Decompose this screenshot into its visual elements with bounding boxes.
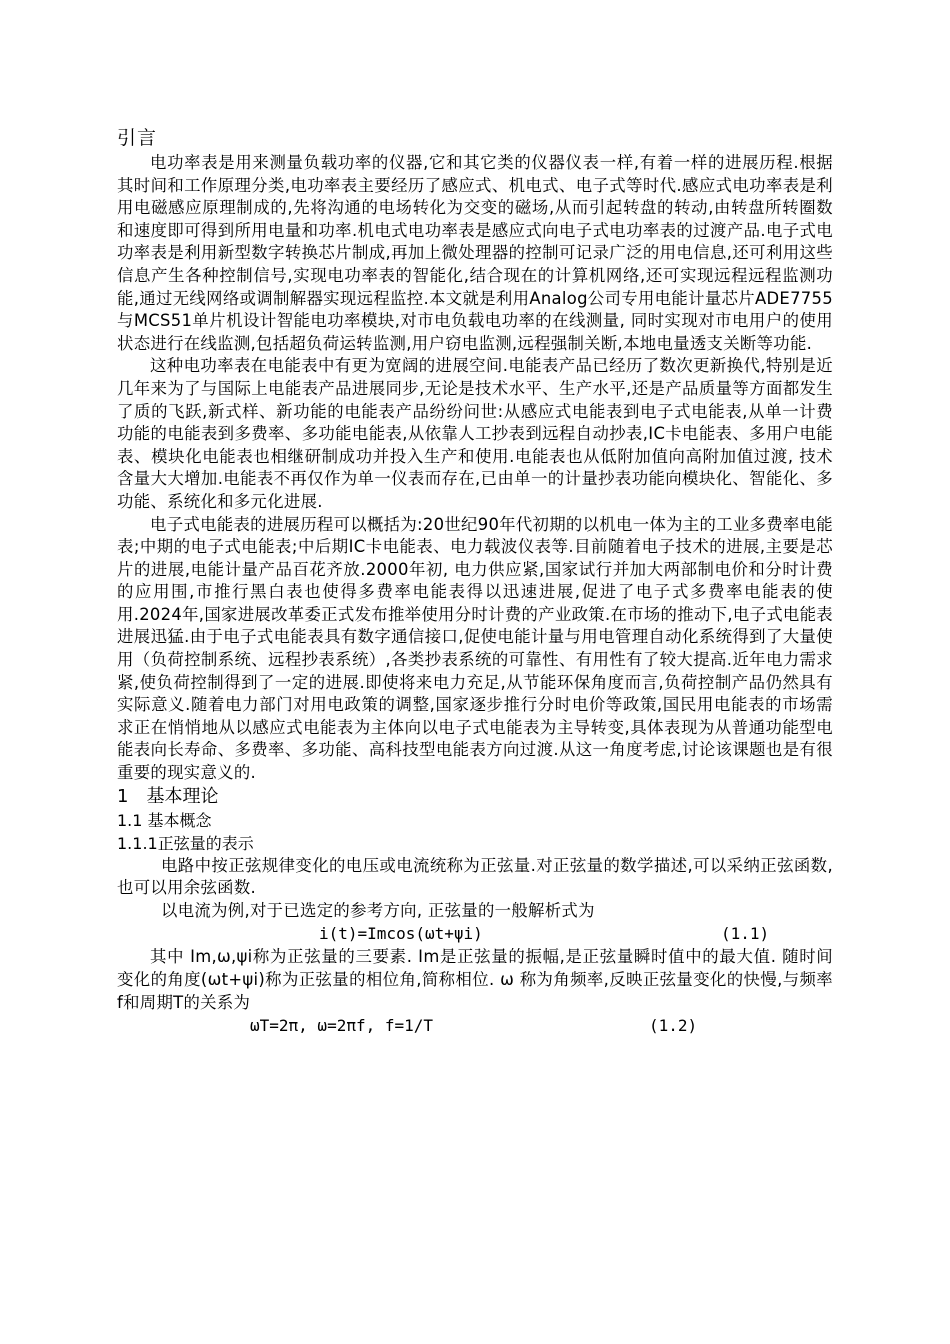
formula-1-2-number: (1.2) <box>649 1016 698 1036</box>
intro-paragraph-2: 这种电功率表在电能表中有更为宽阔的进展空间.电能表产品已经历了数次更新换代,特别是近几年来为了与国际上电能表产品进展同步,无论是技术水平、生产水平,还是产品质量等方面都发生了质的飞跃,新式样、新功能的电能表产品纷纷问世:从感应式电能表到电子式电能表,从单一计费功能的电能表到多费率、多功能电能表,从依靠人工抄表到远程自动抄表,IC卡电能表、多用户电能表、模块化电能表也相继研制成功并投入生产和使用.电能表也从低附加值向高附加值过渡, 技术含量大大增加.电能表不再仅作为单一仪表而存在,已由单一的计量抄表功能向模块化、智能化、多功能、系统化和多元化进展. <box>117 356 833 511</box>
three-elements-paragraph: 其中 Im,ω,ψi称为正弦量的三要素. Im是正弦量的振幅,是正弦量瞬时值中的最大值. 随时间变化的角度(ωt+ψi)称为正弦量的相位角,简称相位. ω 称为角频率,反映正弦量变化的快慢,与频率f和周期T的关系为 <box>117 947 833 1012</box>
formula-1-1 <box>117 922 833 946</box>
formula-1-2-expression: ωT=2π, ω=2πf, f=1/T <box>250 1016 434 1036</box>
formula-1-1-expression: i(t)=Imcos(ωt+ψi) <box>319 924 483 944</box>
intro-heading: 引言 <box>117 127 158 149</box>
subsection-heading-basic-concepts: 1.1 基本概念 <box>117 810 212 830</box>
sine-definition-paragraph: 电路中按正弦规律变化的电压或电流统称为正弦量.对正弦量的数学描述,可以采纳正弦函数,也可以用余弦函数. <box>117 855 833 898</box>
section-heading-basic-theory: 1 基本理论 <box>117 785 219 807</box>
formula-1-2 <box>117 1014 833 1038</box>
subsubsection-heading-sine-representation: 1.1.1正弦量的表示 <box>117 833 254 853</box>
document-page <box>117 126 833 1038</box>
intro-paragraph-1: 电功率表是用来测量负载功率的仪器,它和其它类的仪器仪表一样,有着一样的进展历程.根据其时间和工作原理分类,电功率表主要经历了感应式、机电式、电子式等时代.感应式电功率表是利用电磁感应原理制成的,先将沟通的电场转化为交变的磁场,从而引起转盘的转动,由转盘所转圈数和速度即可得到所用电量和功率.机电式电功率表是感应式向电子式电功率表的过渡产品.电子式电功率表是利用新型数字转换芯片制成,再加上微处理器的控制可记录广泛的用电信息,还可利用这些信息产生各种控制信号,实现电功率表的智能化,结合现在的计算机网络,还可实现远程远程监测功能,通过无线网络或调制解器实现远程监控.本文就是利用Analog公司专用电能计量芯片ADE7755与MCS51单片机设计智能电功率模块,对市电负载电功率的在线测量, 同时实现对市电用户的使用状态进行在线监测,包括超负荷运转监测,用户窃电监测,远程强制关断,本地电量透支关断等功能. <box>117 153 833 353</box>
formula-1-1-number: (1.1) <box>721 924 770 944</box>
current-example-paragraph: 以电流为例,对于已选定的参考方向, 正弦量的一般解析式为 <box>161 900 595 920</box>
intro-paragraph-3: 电子式电能表的进展历程可以概括为:20世纪90年代初期的以机电一体为主的工业多费率电能表;中期的电子式电能表;中后期IC卡电能表、电力载波仪表等.目前随着电子技术的进展,主要是芯片的进展,电能计量产品百花齐放.2000年初, 电力供应紧,国家试行并加大两部制电价和分时计费的应用围,市推行黑白表也使得多费率电能表得以迅速进展,促进了电子式多费率电能表的使用.2024年,国家进展改革委正式发布推举使用分时计费的产业政策.在市场的推动下,电子式电能表进展迅猛.由于电子式电能表具有数字通信接口,促使电能计量与用电管理自动化系统得到了大量使用（负荷控制系统、远程抄表系统）,各类抄表系统的可靠性、有用性有了较大提高.近年电力需求紧,使负荷控制得到了一定的进展.即使将来电力充足,从节能环保角度而言,负荷控制产品仍然具有实际意义.随着电力部门对用电政策的调整,国家逐步推行分时电价等政策,国民用电能表的市场需求正在悄悄地从以感应式电能表为主体向以电子式电能表为主导转变,具体表现为从普通功能型电能表向长寿命、多费率、多功能、高科技型电能表方向过渡.从这一角度考虑,讨论该课题也是有很重要的现实意义的. <box>117 514 833 783</box>
